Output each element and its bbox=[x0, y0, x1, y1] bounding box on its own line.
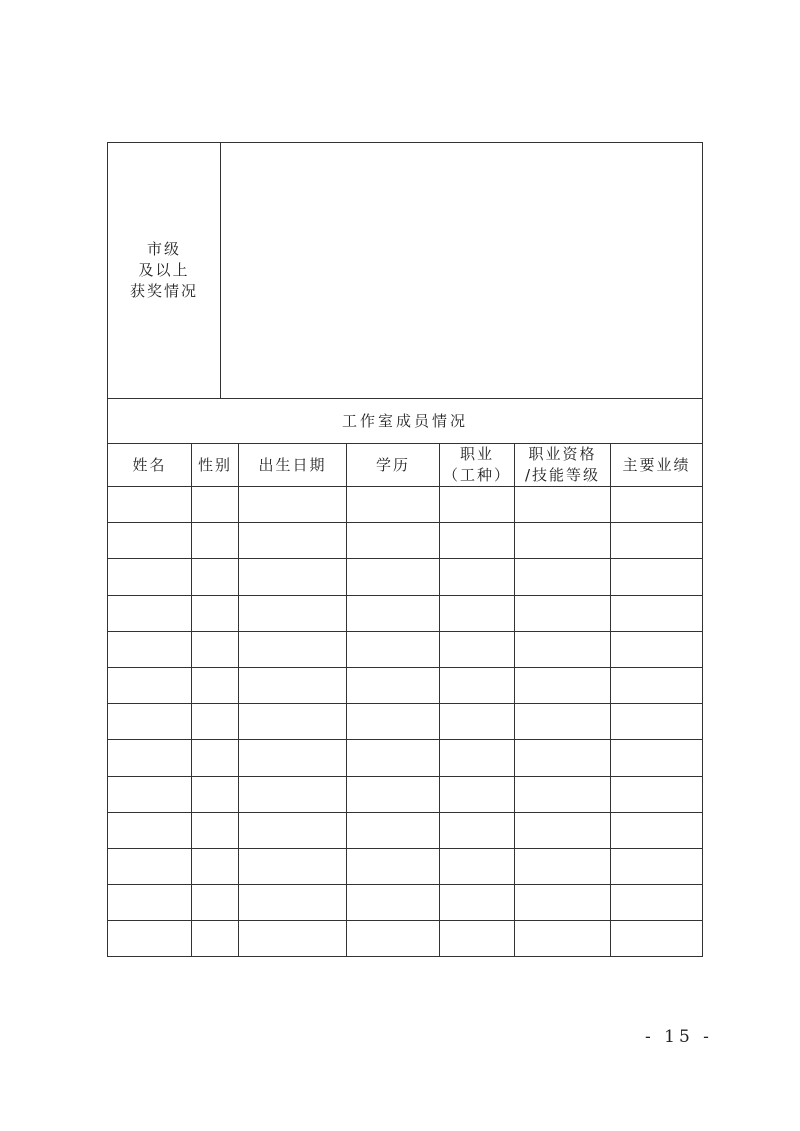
member-achievements-cell[interactable] bbox=[611, 631, 703, 667]
member-row bbox=[108, 523, 703, 559]
member-qualification-cell[interactable] bbox=[515, 921, 611, 957]
awards-label-line: 及以上 bbox=[138, 261, 190, 279]
member-achievements-cell[interactable] bbox=[611, 595, 703, 631]
member-name-cell[interactable] bbox=[108, 667, 192, 703]
member-achievements-cell[interactable] bbox=[611, 487, 703, 523]
member-name-cell[interactable] bbox=[108, 848, 192, 884]
member-row bbox=[108, 740, 703, 776]
header-education-label: 学历 bbox=[376, 455, 411, 474]
member-birth-date-cell[interactable] bbox=[239, 559, 347, 595]
member-education-cell[interactable] bbox=[347, 595, 440, 631]
member-occupation-cell[interactable] bbox=[440, 631, 515, 667]
member-gender-cell[interactable] bbox=[192, 848, 239, 884]
member-gender-cell[interactable] bbox=[192, 921, 239, 957]
member-education-cell[interactable] bbox=[347, 523, 440, 559]
member-qualification-cell[interactable] bbox=[515, 667, 611, 703]
member-row bbox=[108, 776, 703, 812]
member-qualification-cell[interactable] bbox=[515, 848, 611, 884]
awards-row bbox=[108, 143, 703, 399]
member-achievements-cell[interactable] bbox=[611, 776, 703, 812]
member-education-cell[interactable] bbox=[347, 921, 440, 957]
member-occupation-cell[interactable] bbox=[440, 487, 515, 523]
member-row bbox=[108, 631, 703, 667]
member-name-cell[interactable] bbox=[108, 631, 192, 667]
header-occupation-label: （工种） bbox=[443, 466, 512, 484]
awards-content-cell[interactable] bbox=[221, 143, 703, 399]
member-education-cell[interactable] bbox=[347, 848, 440, 884]
member-birth-date-cell[interactable] bbox=[239, 740, 347, 776]
member-row bbox=[108, 848, 703, 884]
member-achievements-cell[interactable] bbox=[611, 523, 703, 559]
header-achievements-label: 主要业绩 bbox=[622, 455, 691, 474]
page-number: - 15 - bbox=[645, 1027, 713, 1047]
member-row bbox=[108, 812, 703, 848]
member-birth-date-cell[interactable] bbox=[239, 704, 347, 740]
member-education-cell[interactable] bbox=[347, 740, 440, 776]
member-qualification-cell[interactable] bbox=[515, 595, 611, 631]
member-row bbox=[108, 921, 703, 957]
member-birth-date-cell[interactable] bbox=[239, 595, 347, 631]
header-gender bbox=[192, 444, 239, 487]
member-birth-date-cell[interactable] bbox=[239, 921, 347, 957]
member-row bbox=[108, 885, 703, 921]
member-row bbox=[108, 595, 703, 631]
member-birth-date-cell[interactable] bbox=[239, 812, 347, 848]
member-qualification-cell[interactable] bbox=[515, 776, 611, 812]
awards-label-line: 获奖情况 bbox=[130, 282, 199, 300]
member-occupation-cell[interactable] bbox=[440, 885, 515, 921]
header-education bbox=[347, 444, 440, 487]
member-qualification-cell[interactable] bbox=[515, 631, 611, 667]
member-occupation-cell[interactable] bbox=[440, 559, 515, 595]
member-birth-date-cell[interactable] bbox=[239, 487, 347, 523]
member-qualification-cell[interactable] bbox=[515, 523, 611, 559]
table-body bbox=[108, 143, 703, 957]
member-qualification-cell[interactable] bbox=[515, 740, 611, 776]
member-education-cell[interactable] bbox=[347, 667, 440, 703]
member-name-cell[interactable] bbox=[108, 885, 192, 921]
member-occupation-cell[interactable] bbox=[440, 776, 515, 812]
member-name-cell[interactable] bbox=[108, 776, 192, 812]
member-gender-cell[interactable] bbox=[192, 631, 239, 667]
member-name-cell[interactable] bbox=[108, 740, 192, 776]
member-row bbox=[108, 559, 703, 595]
member-qualification-cell[interactable] bbox=[515, 885, 611, 921]
member-row bbox=[108, 667, 703, 703]
member-qualification-cell[interactable] bbox=[515, 812, 611, 848]
member-gender-cell[interactable] bbox=[192, 812, 239, 848]
header-name-label: 姓名 bbox=[132, 455, 167, 474]
member-occupation-cell[interactable] bbox=[440, 595, 515, 631]
header-occupation bbox=[440, 444, 515, 487]
member-occupation-cell[interactable] bbox=[440, 740, 515, 776]
members-header-row bbox=[108, 444, 703, 487]
member-occupation-cell[interactable] bbox=[440, 812, 515, 848]
member-name-cell[interactable] bbox=[108, 487, 192, 523]
member-name-cell[interactable] bbox=[108, 559, 192, 595]
member-gender-cell[interactable] bbox=[192, 595, 239, 631]
member-education-cell[interactable] bbox=[347, 631, 440, 667]
member-birth-date-cell[interactable] bbox=[239, 776, 347, 812]
member-education-cell[interactable] bbox=[347, 559, 440, 595]
member-gender-cell[interactable] bbox=[192, 667, 239, 703]
member-occupation-cell[interactable] bbox=[440, 921, 515, 957]
awards-label-line: 市级 bbox=[147, 240, 182, 258]
header-qualification bbox=[515, 444, 611, 487]
member-name-cell[interactable] bbox=[108, 523, 192, 559]
member-name-cell[interactable] bbox=[108, 595, 192, 631]
member-qualification-cell[interactable] bbox=[515, 704, 611, 740]
member-name-cell[interactable] bbox=[108, 812, 192, 848]
member-education-cell[interactable] bbox=[347, 487, 440, 523]
members-section-row bbox=[108, 399, 703, 444]
member-qualification-cell[interactable] bbox=[515, 559, 611, 595]
member-row bbox=[108, 704, 703, 740]
member-name-cell[interactable] bbox=[108, 704, 192, 740]
member-gender-cell[interactable] bbox=[192, 559, 239, 595]
member-achievements-cell[interactable] bbox=[611, 885, 703, 921]
member-gender-cell[interactable] bbox=[192, 885, 239, 921]
member-birth-date-cell[interactable] bbox=[239, 848, 347, 884]
member-qualification-cell[interactable] bbox=[515, 487, 611, 523]
header-gender-label: 性别 bbox=[198, 455, 233, 474]
members-section-title: 工作室成员情况 bbox=[108, 399, 703, 444]
header-birth-date-label: 出生日期 bbox=[258, 455, 327, 474]
member-achievements-cell[interactable] bbox=[611, 740, 703, 776]
application-form-table bbox=[107, 142, 703, 957]
member-occupation-cell[interactable] bbox=[440, 523, 515, 559]
member-occupation-cell[interactable] bbox=[440, 704, 515, 740]
member-gender-cell[interactable] bbox=[192, 776, 239, 812]
member-occupation-cell[interactable] bbox=[440, 667, 515, 703]
header-achievements bbox=[611, 444, 703, 487]
member-gender-cell[interactable] bbox=[192, 704, 239, 740]
header-qualification-label: /技能等级 bbox=[524, 466, 601, 484]
member-gender-cell[interactable] bbox=[192, 740, 239, 776]
member-birth-date-cell[interactable] bbox=[239, 631, 347, 667]
member-achievements-cell[interactable] bbox=[611, 704, 703, 740]
member-education-cell[interactable] bbox=[347, 776, 440, 812]
member-row bbox=[108, 487, 703, 523]
member-birth-date-cell[interactable] bbox=[239, 523, 347, 559]
member-achievements-cell[interactable] bbox=[611, 667, 703, 703]
member-gender-cell[interactable] bbox=[192, 487, 239, 523]
awards-label-cell bbox=[108, 143, 221, 399]
member-education-cell[interactable] bbox=[347, 704, 440, 740]
member-education-cell[interactable] bbox=[347, 812, 440, 848]
member-occupation-cell[interactable] bbox=[440, 848, 515, 884]
member-name-cell[interactable] bbox=[108, 921, 192, 957]
member-achievements-cell[interactable] bbox=[611, 812, 703, 848]
header-name bbox=[108, 444, 192, 487]
header-occupation-label: 职业 bbox=[460, 445, 495, 463]
member-education-cell[interactable] bbox=[347, 885, 440, 921]
member-achievements-cell[interactable] bbox=[611, 559, 703, 595]
member-birth-date-cell[interactable] bbox=[239, 885, 347, 921]
header-qualification-label: 职业资格 bbox=[528, 445, 597, 463]
member-achievements-cell[interactable] bbox=[611, 921, 703, 957]
member-achievements-cell[interactable] bbox=[611, 848, 703, 884]
member-gender-cell[interactable] bbox=[192, 523, 239, 559]
member-birth-date-cell[interactable] bbox=[239, 667, 347, 703]
header-birth-date bbox=[239, 444, 347, 487]
